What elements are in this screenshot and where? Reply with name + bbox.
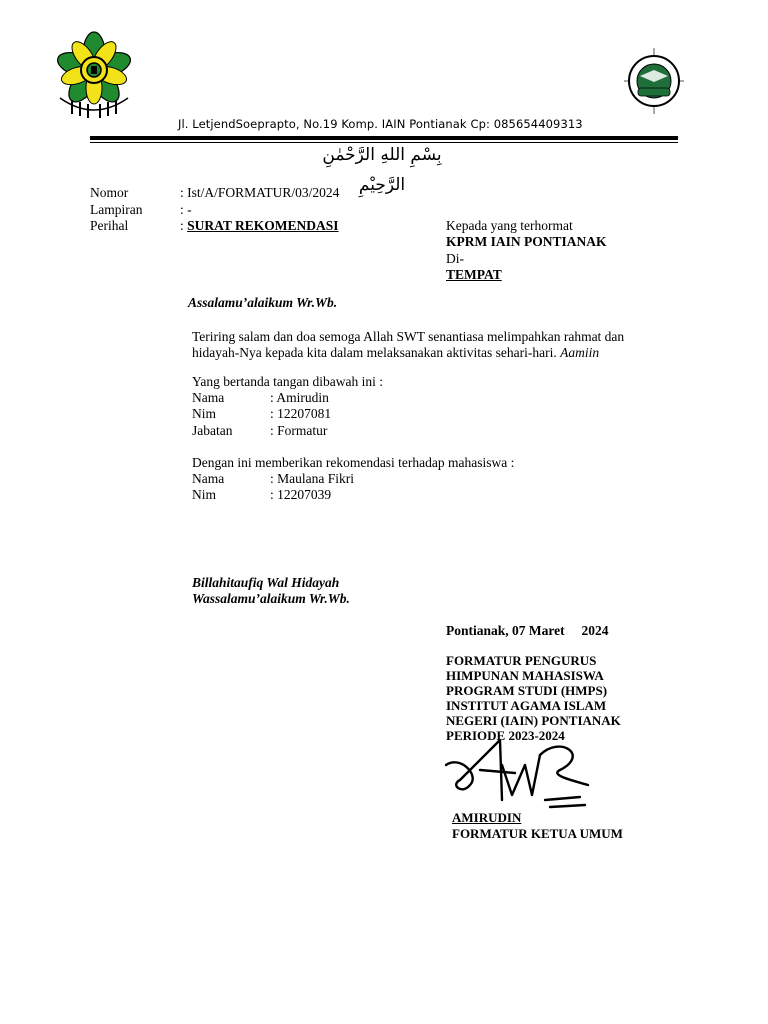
recipient-line4: TEMPAT <box>446 267 502 282</box>
nomor-value: : Ist/A/FORMATUR/03/2024 <box>180 185 340 200</box>
paragraph-line2 <box>192 345 599 361</box>
org-line5: NEGERI (IAIN) PONTIANAK <box>446 713 621 728</box>
greeting: Assalamu’alaikum Wr.Wb. <box>188 295 338 310</box>
closing-line2: Wassalamu’alaikum Wr.Wb. <box>192 591 350 606</box>
signatory-title: FORMATUR KETUA UMUM <box>452 826 623 841</box>
org-line1: FORMATUR PENGURUS <box>446 653 597 668</box>
perihal-value: SURAT REKOMENDASI <box>187 218 339 233</box>
signer-nim-label: Nim <box>192 406 217 421</box>
perihal-label: Perihal <box>90 218 129 233</box>
hmps-emblem-icon <box>624 48 684 114</box>
paragraph-text: hidayah-Nya kepada kita dalam melaksanakan aktivitas sehari-hari. <box>192 345 557 360</box>
org-line4: INSTITUT AGAMA ISLAM <box>446 698 607 713</box>
aamiin-text: Aamiin <box>560 345 600 360</box>
org-line3: PROGRAM STUDI (HMPS) <box>446 683 608 698</box>
signer-intro: Yang bertanda tangan dibawah ini : <box>192 374 383 389</box>
perihal-colon: : <box>180 218 188 233</box>
student-nim-label: Nim <box>192 487 217 502</box>
signer-jabatan-value: : Formatur <box>270 423 328 438</box>
student-name-value: : Maulana Fikri <box>270 471 354 486</box>
basmalah-calligraphy: بِسْمِ اللهِ الرَّحْمٰنِ الرَّحِيْمِ <box>322 145 442 195</box>
paragraph-line1: Teriring salam dan doa semoga Allah SWT senantiasa melimpahkan rahmat dan <box>192 329 625 344</box>
nomor-label: Nomor <box>90 185 129 200</box>
org-line6: PERIODE 2023-2024 <box>446 728 565 743</box>
place-date-year: 2024 <box>581 623 609 638</box>
signer-nim-value: : 12207081 <box>270 406 332 421</box>
recipient-line1: Kepada yang terhormat <box>446 218 573 233</box>
letterhead-address: Jl. LetjendSoeprapto, No.19 Komp. IAIN Pontianak Cp: 085654409313 <box>178 117 583 131</box>
campus-emblem-icon <box>50 30 138 122</box>
recipient-line2: KPRM IAIN PONTIANAK <box>446 234 607 249</box>
signer-jabatan-label: Jabatan <box>192 423 233 438</box>
student-name-label: Nama <box>192 471 225 486</box>
signer-name-value: : Amirudin <box>270 390 329 405</box>
lampiran-label: Lampiran <box>90 202 143 217</box>
student-nim-value: : 12207039 <box>270 487 332 502</box>
signer-name-label: Nama <box>192 390 225 405</box>
closing-line1: Billahitaufiq Wal Hidayah <box>192 575 340 590</box>
place-date-text: Pontianak, 07 Maret <box>446 623 565 638</box>
student-intro: Dengan ini memberikan rekomendasi terhadap mahasiswa : <box>192 455 515 470</box>
org-line2: HIMPUNAN MAHASISWA <box>446 668 604 683</box>
perihal-line <box>180 218 339 234</box>
place-date <box>446 623 609 639</box>
handwritten-signature <box>440 725 600 815</box>
lampiran-value: : - <box>180 202 192 217</box>
recipient-line3: Di- <box>446 251 464 266</box>
signatory-name: AMIRUDIN <box>452 810 522 825</box>
